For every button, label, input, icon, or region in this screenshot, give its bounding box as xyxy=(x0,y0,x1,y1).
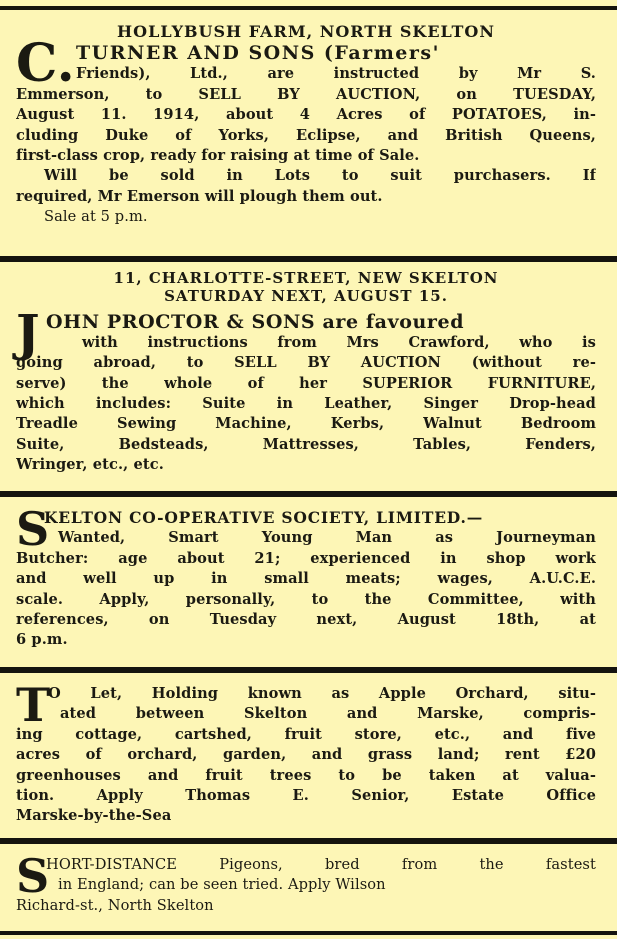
ad-line: and well up in small meats; wages, A.U.C.E. xyxy=(16,570,596,588)
ad-heading: HOLLYBUSH FARM, NORTH SKELTON xyxy=(117,22,495,41)
ad-line: tion. Apply Thomas E. Senior, Estate Office xyxy=(16,787,596,805)
ad-line: greenhouses and fruit trees to be taken at valua- xyxy=(16,766,596,784)
auction-ad-hollybush-farm xyxy=(16,22,596,228)
drop-cap: S xyxy=(16,502,50,556)
ad-line: Friends), Ltd., are instructed by Mr S. xyxy=(76,65,596,83)
ad-line: which includes: Suite in Leather, Singer Drop-head xyxy=(16,395,596,413)
pigeons-ad xyxy=(16,849,596,916)
column-rule xyxy=(0,667,617,673)
ad-line: cluding Duke of Yorks, Eclipse, and British Queens, xyxy=(16,126,596,144)
ad-line: references, on Tuesday next, August 18th, at xyxy=(16,611,596,629)
ad-line: acres of orchard, garden, and grass land; rent £20 xyxy=(16,746,596,764)
drop-cap: S xyxy=(16,849,50,903)
ad-line: Sale at 5 p.m. xyxy=(44,208,148,226)
drop-cap: T xyxy=(16,678,51,732)
ad-line: Suite, Bedsteads, Mattresses, Tables, Fenders, xyxy=(16,435,596,453)
ad-line: going abroad, to SELL BY AUCTION (without re- xyxy=(16,354,596,372)
column-rule-bottom xyxy=(0,931,617,935)
ad-line: Wringer, etc., etc. xyxy=(16,456,164,474)
ad-line: in England; can be seen tried. Apply Wilson xyxy=(58,876,386,894)
ad-line: Wanted, Smart Young Man as Journeyman xyxy=(58,529,596,547)
column-rule xyxy=(0,838,617,844)
ad-line: Butcher: age about 21; experienced in shop work xyxy=(16,549,596,567)
ad-line: scale. Apply, personally, to the Committee, with xyxy=(16,590,596,608)
ad-line: required, Mr Emerson will plough them out. xyxy=(16,187,383,205)
ad-line: OHN PROCTOR & SONS are favoured xyxy=(46,310,465,333)
ad-line: KELTON CO-OPERATIVE SOCIETY, LIMITED.— xyxy=(44,508,483,527)
column-rule xyxy=(0,491,617,497)
ad-line: with instructions from Mrs Crawford, who is xyxy=(82,333,596,351)
ad-line: TURNER AND SONS (Farmers' xyxy=(76,42,440,65)
ad-subheading: SATURDAY NEXT, AUGUST 15. xyxy=(164,287,448,306)
ad-line: 6 p.m. xyxy=(16,631,68,649)
drop-cap: C. xyxy=(16,33,75,95)
wanted-ad-skelton-cooperative xyxy=(16,502,596,651)
ad-line: Will be sold in Lots to suit purchasers. If xyxy=(44,167,596,185)
column-rule-top xyxy=(0,6,617,10)
ad-line: Richard-st., North Skelton xyxy=(16,896,214,914)
ad-line: ated between Skelton and Marske, compris- xyxy=(60,705,596,723)
ad-line: HORT-DISTANCE Pigeons, bred from the fastest xyxy=(46,856,596,873)
ad-line: ing cottage, cartshed, fruit store, etc., and five xyxy=(16,725,596,743)
ad-line: O Let, Holding known as Apple Orchard, situ- xyxy=(48,685,596,702)
ad-line: serve) the whole of her SUPERIOR FURNITURE, xyxy=(16,374,596,392)
ad-line: first-class crop, ready for raising at time of Sale. xyxy=(16,147,420,165)
ad-line: Emmerson, to SELL BY AUCTION, on TUESDAY, xyxy=(16,85,596,103)
ad-line: Marske-by-the-Sea xyxy=(16,807,172,825)
drop-cap: J xyxy=(16,302,40,362)
ad-line: Treadle Sewing Machine, Kerbs, Walnut Bedroom xyxy=(16,415,596,433)
to-let-ad-apple-orchard xyxy=(16,678,596,827)
auction-ad-charlotte-street xyxy=(16,268,596,476)
ad-heading: 11, CHARLOTTE-STREET, NEW SKELTON xyxy=(113,269,499,287)
column-rule xyxy=(0,256,617,262)
ad-line: August 11. 1914, about 4 Acres of POTATOES, in- xyxy=(16,106,596,124)
